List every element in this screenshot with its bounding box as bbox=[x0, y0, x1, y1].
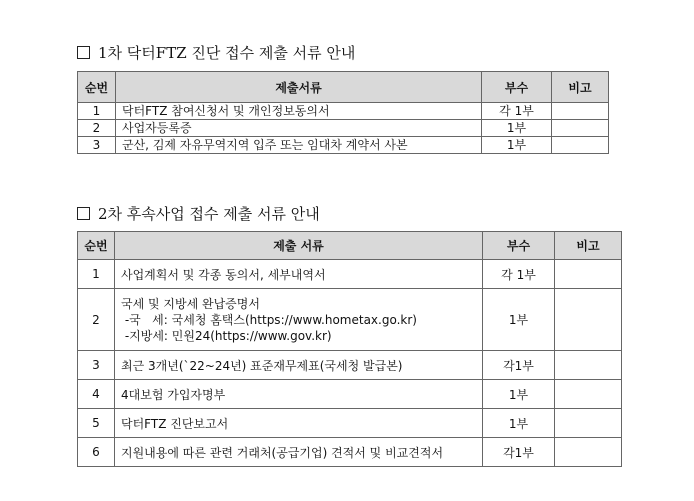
cell-note bbox=[555, 409, 622, 438]
cell-note bbox=[555, 351, 622, 380]
cell-no: 3 bbox=[78, 351, 115, 380]
cell-note bbox=[555, 260, 622, 289]
cell-note bbox=[555, 438, 622, 467]
section1-title bbox=[77, 42, 355, 63]
table-row bbox=[78, 289, 622, 351]
checkbox-square-icon bbox=[77, 46, 90, 59]
cell-copies: 1부 bbox=[482, 137, 552, 154]
header-doc: 제출서류 bbox=[116, 72, 482, 103]
cell-doc: 최근 3개년(`22~24년) 표준재무제표(국세청 발급본) bbox=[115, 351, 483, 380]
doc-line: -지방세: 민원24(https://www.gov.kr) bbox=[121, 328, 332, 343]
header-doc: 제출 서류 bbox=[115, 232, 483, 260]
cell-copies: 1부 bbox=[482, 120, 552, 137]
table-header-row bbox=[78, 232, 622, 260]
table-row bbox=[78, 380, 622, 409]
cell-no: 6 bbox=[78, 438, 115, 467]
cell-doc bbox=[115, 289, 483, 351]
header-no: 순번 bbox=[78, 72, 116, 103]
cell-doc: 지원내용에 따른 관련 거래처(공급기업) 견적서 및 비교견적서 bbox=[115, 438, 483, 467]
table-row bbox=[78, 260, 622, 289]
cell-doc: 사업자등록증 bbox=[116, 120, 482, 137]
header-note: 비고 bbox=[555, 232, 622, 260]
table-row bbox=[78, 438, 622, 467]
cell-note bbox=[555, 289, 622, 351]
table-row bbox=[78, 409, 622, 438]
doc-line: 국세 및 지방세 완납증명서 bbox=[121, 296, 260, 311]
table-row bbox=[78, 103, 609, 120]
cell-note bbox=[552, 103, 609, 120]
section2-title bbox=[77, 203, 320, 224]
cell-doc: 군산, 김제 자유무역지역 입주 또는 임대차 계약서 사본 bbox=[116, 137, 482, 154]
doc-line: -국 세: 국세청 홈택스(https://www.hometax.go.kr) bbox=[121, 312, 417, 327]
table-second-submission bbox=[77, 231, 622, 467]
cell-copies: 각 1부 bbox=[482, 103, 552, 120]
cell-copies: 각1부 bbox=[483, 351, 555, 380]
table-row bbox=[78, 137, 609, 154]
cell-copies: 각 1부 bbox=[483, 260, 555, 289]
cell-copies: 1부 bbox=[483, 409, 555, 438]
cell-doc: 사업계획서 및 각종 동의서, 세부내역서 bbox=[115, 260, 483, 289]
checkbox-square-icon bbox=[77, 207, 90, 220]
cell-no: 1 bbox=[78, 103, 116, 120]
header-copies: 부수 bbox=[483, 232, 555, 260]
cell-doc: 4대보험 가입자명부 bbox=[115, 380, 483, 409]
cell-no: 3 bbox=[78, 137, 116, 154]
cell-note bbox=[555, 380, 622, 409]
table-header-row bbox=[78, 72, 609, 103]
header-no: 순번 bbox=[78, 232, 115, 260]
cell-doc: 닥터FTZ 참여신청서 및 개인정보동의서 bbox=[116, 103, 482, 120]
table-row bbox=[78, 120, 609, 137]
section1-title-text: 1차 닥터FTZ 진단 접수 제출 서류 안내 bbox=[98, 44, 356, 62]
cell-no: 4 bbox=[78, 380, 115, 409]
cell-no: 2 bbox=[78, 120, 116, 137]
cell-no: 2 bbox=[78, 289, 115, 351]
table-row bbox=[78, 351, 622, 380]
header-note: 비고 bbox=[552, 72, 609, 103]
cell-copies: 1부 bbox=[483, 380, 555, 409]
cell-copies: 1부 bbox=[483, 289, 555, 351]
cell-no: 1 bbox=[78, 260, 115, 289]
section2-title-text: 2차 후속사업 접수 제출 서류 안내 bbox=[98, 205, 320, 223]
header-copies: 부수 bbox=[482, 72, 552, 103]
cell-no: 5 bbox=[78, 409, 115, 438]
cell-copies: 각1부 bbox=[483, 438, 555, 467]
cell-doc: 닥터FTZ 진단보고서 bbox=[115, 409, 483, 438]
table-first-submission bbox=[77, 71, 609, 154]
cell-note bbox=[552, 120, 609, 137]
cell-note bbox=[552, 137, 609, 154]
